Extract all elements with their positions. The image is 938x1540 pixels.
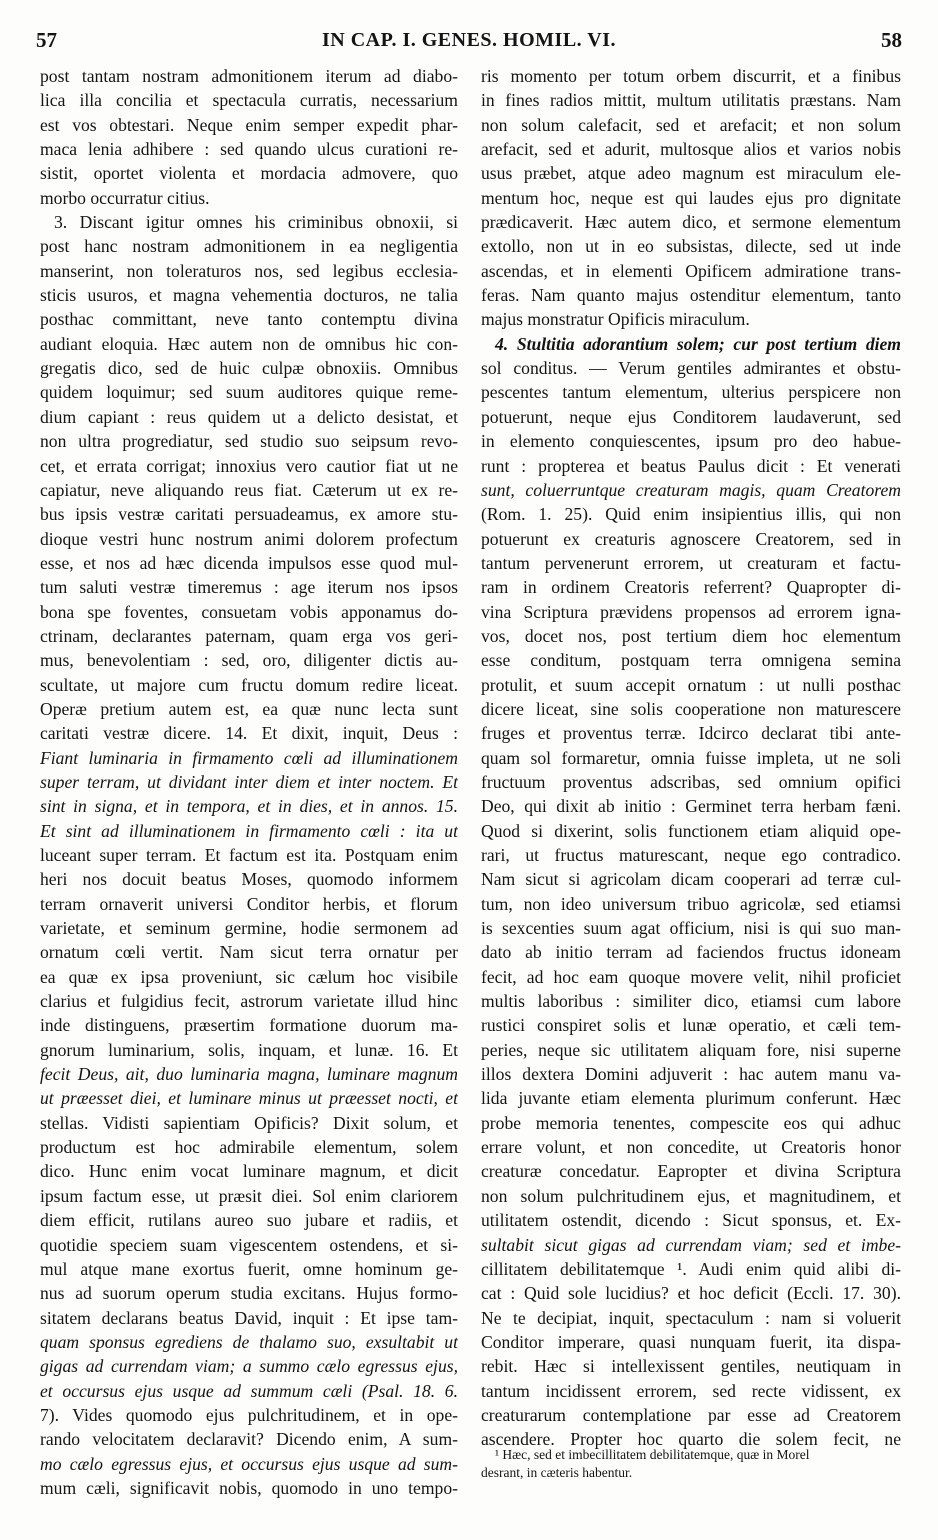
text-line: capiatur, neve aliquando reus fiat. Cæterum ut ex re- bbox=[40, 479, 458, 500]
text-line: posthac committant, neve tanto contemptu divina bbox=[40, 309, 458, 330]
scripture-quote-line: Et sint ad illuminationem in firmamento cœli : ita ut bbox=[40, 820, 458, 841]
text-line: rebit. Hæc si intellexissent gentiles, neutiquam in bbox=[481, 1356, 901, 1377]
text-line: dato ab initio terram ad faciendos fructus idoneam bbox=[481, 942, 901, 963]
scripture-quote-line: fecit Deus, ait, duo luminaria magna, luminare magnum bbox=[40, 1064, 458, 1085]
scripture-quote-line: gigas ad currendam viam; a summo cælo egressus ejus, bbox=[40, 1356, 458, 1377]
scripture-quote-line: sint in signa, et in tempora, et in dies, et in annos. 15. bbox=[40, 796, 458, 817]
text-line: protulit, et suum accepit ornatum : ut nulli posthac bbox=[481, 674, 901, 695]
text-line: vos, docet nos, post tertium diem hoc elementum bbox=[481, 625, 901, 646]
right-column bbox=[481, 64, 901, 1452]
text-line: ipsum factum esse, ut præsit diei. Sol enim clariorem bbox=[40, 1185, 458, 1206]
scripture-quote-line: Fiant luminaria in firmamento cœli ad illuminationem bbox=[40, 747, 458, 768]
scripture-quote-line: ut præesset diei, et luminare minus ut præesset nocti, et bbox=[40, 1088, 458, 1109]
text-line: (Rom. 1. 25). Quid enim insipientius illis, qui non bbox=[481, 504, 901, 525]
text-line: arefacit, sed et adurit, multosque alios et varios nobis bbox=[481, 139, 901, 160]
text-line: mus, benevolentiam : sed, oro, diligenter dictis au- bbox=[40, 650, 458, 671]
text-line: illos dextera Domini adjuverit : hac autem manu va- bbox=[481, 1064, 901, 1085]
text-line: ram in ordinem Creatoris referrent? Quapropter di- bbox=[481, 577, 901, 598]
section-heading-line: 4. Stultitia adorantium solem; cur post tertium diem bbox=[495, 333, 901, 354]
text-line: gregatis dico, sed de huic culpæ obnoxiis. Omnibus bbox=[40, 358, 458, 379]
text-line: non ultra progrediatur, sed studio suo seipsum revo- bbox=[40, 431, 458, 452]
text-line: morbo occurratur citius. bbox=[40, 187, 210, 208]
running-title: IN CAP. I. GENES. HOMIL. VI. bbox=[321, 29, 617, 51]
text-line: cillitatem debilitatemque ¹. Audi enim quid alibi di- bbox=[481, 1258, 901, 1279]
text-line: sol conditus. — Verum gentiles admirantes et obstu- bbox=[481, 358, 901, 379]
text-line: esse, et nos ad hæc dicenda impulsos esse quod mul- bbox=[40, 552, 458, 573]
text-line: manserint, non toleraturos nos, sed legibus ecclesia- bbox=[40, 260, 458, 281]
text-line: tantum incidissent errorem, sed recte vidissent, ex bbox=[481, 1380, 901, 1401]
text-line: quam sol formaretur, omnia fuisse impleta, ut ne soli bbox=[481, 747, 901, 768]
footnote-line: desrant, in cæteris habentur. bbox=[481, 1465, 633, 1480]
page-number-right: 58 bbox=[881, 28, 902, 52]
text-line: Deo, qui dixit ab initio : Germinet terra herbam fæni. bbox=[481, 796, 901, 817]
text-line: errare volunt, et non concedite, ut Creatoris honor bbox=[481, 1137, 901, 1158]
text-line: multis laboribus : similiter dico, etiamsi cum labore bbox=[481, 991, 901, 1012]
text-line: in elemento conquiescentes, ipsum pro deo habue- bbox=[481, 431, 901, 452]
text-line: bona spe foventes, consuetam vobis apponamus do- bbox=[40, 601, 458, 622]
text-line: Conditor imperare, quasi nunquam fuerit, ita dispa- bbox=[481, 1331, 901, 1352]
text-line: quotidie speciem suam vigescentem ostendens, et si- bbox=[40, 1234, 458, 1255]
text-line: dium capiant : reus quidem ut a delicto desistat, et bbox=[40, 406, 458, 427]
text-line: sticis usuros, et magna vehementia docturos, ne talia bbox=[40, 285, 458, 306]
text-line: fecit, ad hoc eam quoque movere velit, nihil proficiet bbox=[481, 966, 901, 987]
text-line: mentum hoc, neque est qui laudes ejus pro dignitate bbox=[481, 187, 901, 208]
text-line: runt : propterea et beatus Paulus dicit : Et venerati bbox=[481, 455, 901, 476]
text-line: peries, neque sic utilitatem aliquam fore, nisi superne bbox=[481, 1039, 901, 1060]
text-line: diem efficit, rutilans aureo suo jubare et radiis, et bbox=[40, 1210, 458, 1231]
text-line: quidem loquimur; sed suum auditores quique reme- bbox=[40, 382, 458, 403]
text-line: non solum pulchritudinem ejus, et magnitudinem, et bbox=[481, 1185, 901, 1206]
text-line: dioque vestri hunc nostrum animi dolorem profectum bbox=[40, 528, 458, 549]
page-header bbox=[36, 28, 902, 58]
text-line: cat : Quid sole lucidius? et hoc deficit (Eccli. 17. 30). bbox=[481, 1283, 901, 1304]
text-line: post tantam nostram admonitionem iterum ad diabo- bbox=[40, 66, 458, 86]
text-line: terram ornaverit universi Conditor herbis, et florum bbox=[40, 893, 458, 914]
text-line: Quod si dixerint, solis functionem etiam aliquid ope- bbox=[481, 820, 901, 841]
text-line: ctrinam, declarantes paternam, quam erga vos geri- bbox=[40, 625, 458, 646]
text-line: Operæ pretium autem est, ea quæ nunc lecta sunt bbox=[40, 698, 458, 719]
scripture-quote-line: mo cælo egressus ejus, et occursus ejus usque ad sum- bbox=[40, 1453, 458, 1474]
text-line: sistit, oportet violenta et mordacia admovere, quo bbox=[40, 163, 458, 184]
text-line: nus ad suorum operum studia excitans. Hujus formo- bbox=[40, 1283, 458, 1304]
text-line: mum cæli, significavit nobis, quomodo in uno tempo- bbox=[40, 1477, 458, 1498]
text-line: pescentes tantum elementum, ulterius perspicere non bbox=[481, 382, 901, 403]
scripture-quote-line: sunt, coluerruntque creaturam magis, quam Creatorem bbox=[481, 479, 901, 500]
text-line: potuerunt, neque ejus Conditorem laudaverunt, sed bbox=[481, 406, 901, 427]
text-line: caritati vestræ dicere. 14. Et dixit, inquit, Deus : bbox=[40, 723, 458, 744]
text-line: 3. Discant igitur omnes his criminibus obnoxii, si bbox=[54, 212, 458, 233]
text-line: is sexcenties suum agat officium, nisi is qui suo man- bbox=[481, 918, 901, 939]
text-line: majus monstratur Opificis miraculum. bbox=[481, 309, 750, 330]
text-line: feras. Nam quanto majus ostenditur elementum, tanto bbox=[481, 285, 901, 306]
text-line: est vos obtestari. Neque enim semper expedit phar- bbox=[40, 114, 458, 135]
text-line: in fines radios mittit, multum utilitatis præstans. Nam bbox=[481, 90, 901, 111]
text-line: esse conditum, postquam terra omnigena semina bbox=[481, 650, 901, 671]
text-line: fruges et proventus terræ. Idcirco declarat tibi ante- bbox=[481, 723, 901, 744]
text-line: extollo, non ut in eo subsistas, dilecte, sed ut inde bbox=[481, 236, 901, 257]
text-line: lica illa concilia et spectacula curratis, necessarium bbox=[40, 90, 458, 111]
left-column bbox=[40, 64, 458, 1500]
text-line: creaturæ concedatur. Eapropter et divina Scriptura bbox=[481, 1161, 901, 1182]
text-line: 7). Vides quomodo ejus pulchritudinem, et in ope- bbox=[40, 1404, 458, 1425]
scripture-quote-line: quam sponsus egrediens de thalamo suo, exsultabit ut bbox=[40, 1331, 458, 1352]
text-line: clarius et fulgidius fecit, astrorum varietate illud hinc bbox=[40, 991, 458, 1012]
text-line: utilitatem ostendit, dicendo : Sicut sponsus, et. Ex- bbox=[481, 1210, 901, 1231]
text-line: usus præbet, atque adeo magnum est miraculum ele- bbox=[481, 163, 901, 184]
text-line: inde distinguens, præsertim formatione duorum ma- bbox=[40, 1015, 458, 1036]
text-line: ris momento per totum orbem discurrit, et a finibus bbox=[481, 66, 901, 86]
text-line: rando velocitatem declaravit? Dicendo enim, A sum- bbox=[40, 1429, 458, 1450]
text-line: stellas. Vidisti sapientiam Opificis? Dixit solum, et bbox=[40, 1112, 458, 1133]
text-line: scultate, ut majore cum fructu domum redire liceat. bbox=[40, 674, 458, 695]
text-line: maca lenia adhibere : sed quando ulcus curationi re- bbox=[40, 139, 458, 160]
text-line: Ne te decipiat, inquit, spectaculum : nam si voluerit bbox=[481, 1307, 901, 1328]
text-line: audiant eloquia. Hæc autem non de omnibus hic con- bbox=[40, 333, 458, 354]
text-line: rari, ut fructus maturescant, neque ego contradico. bbox=[481, 845, 901, 865]
text-line: bus ipsis vestræ caritati persuadeamus, ex amore stu- bbox=[40, 504, 458, 525]
text-line: heri nos docuit beatus Moses, quomodo informem bbox=[40, 869, 458, 890]
scripture-quote-line: et occursus ejus usque ad summum cæli (Psal. 18. 6. bbox=[40, 1380, 458, 1401]
text-line: potuerunt ex creaturis agnoscere Creatorem, sed in bbox=[481, 528, 901, 549]
text-line: gnorum luminarium, solis, inquam, et lunæ. 16. Et bbox=[40, 1039, 458, 1060]
text-line: ascendere. Propter hoc quarto die solem fecit, ne bbox=[481, 1429, 901, 1450]
text-line: cet, et errata corrigat; innoxius vero cautior fiat ut ne bbox=[40, 455, 458, 476]
text-line: tum saluti vestræ timeremus : age iterum nos ipsos bbox=[40, 577, 458, 598]
text-line: tantum pervenerunt errorem, ut creaturam et factu- bbox=[481, 552, 901, 573]
text-line: tum, non ideo universum tribuo agricolæ, sed etiamsi bbox=[481, 893, 901, 914]
text-line: sitatem declarans beatus David, inquit : Et ipse tam- bbox=[40, 1307, 458, 1328]
text-line: fructuum proventus adscribas, sed omnium opifici bbox=[481, 771, 901, 792]
text-line: dico. Hunc enim vocat luminare magnum, et dicit bbox=[40, 1161, 458, 1182]
text-line: Nam sicut si agricolam dicam cooperari ad terræ cul- bbox=[481, 869, 901, 890]
text-line: productum est hoc admirabile elementum, solem bbox=[40, 1137, 458, 1158]
text-line: post hanc nostram admonitionem in ea negligentia bbox=[40, 236, 458, 257]
text-line: lida juvante etiam elementa plurimum conferunt. Hæc bbox=[481, 1088, 901, 1109]
text-line: mul atque mane exortus fuerit, omne hominum ge- bbox=[40, 1258, 458, 1279]
footnote bbox=[481, 1446, 901, 1482]
text-line: rustici conspiret solis et lunæ operatio, et cæli tem- bbox=[481, 1015, 901, 1036]
scripture-quote-line: sultabit sicut gigas ad currendam viam; sed et imbe- bbox=[481, 1234, 901, 1255]
text-line: probe memoria tenentes, compescite eos qui adhuc bbox=[481, 1112, 901, 1133]
text-line: non solum calefacit, sed et arefacit; et non solum bbox=[481, 114, 901, 135]
text-line: varietate, et seminum germine, hodie sermonem ad bbox=[40, 918, 458, 939]
text-line: creaturarum contemplatione par esse ad Creatorem bbox=[481, 1404, 901, 1425]
footnote-line: ¹ Hæc, sed et imbecillitatem debilitatemque, quæ in Morel bbox=[495, 1447, 810, 1462]
text-line: ea quæ ex ipsa proveniunt, sic cælum hoc visibile bbox=[40, 966, 458, 987]
text-line: dicere liceat, sine solis cooperatione non maturescere bbox=[481, 698, 901, 719]
text-line: luceant super terram. Et factum est ita. Postquam enim bbox=[40, 845, 458, 865]
page-number-left: 57 bbox=[36, 28, 57, 52]
text-line: ornatum cœli vertit. Nam sicut terra ornatur per bbox=[40, 942, 458, 963]
scripture-quote-line: super terram, ut dividant inter diem et inter noctem. Et bbox=[40, 771, 458, 792]
text-line: vina Scriptura prævidens propensos ad errorem igna- bbox=[481, 601, 901, 622]
text-line: ascendas, et in elementi Opificem admiratione trans- bbox=[481, 260, 901, 281]
text-line: prædicaverit. Hæc autem dico, et sermone elementum bbox=[481, 212, 901, 233]
